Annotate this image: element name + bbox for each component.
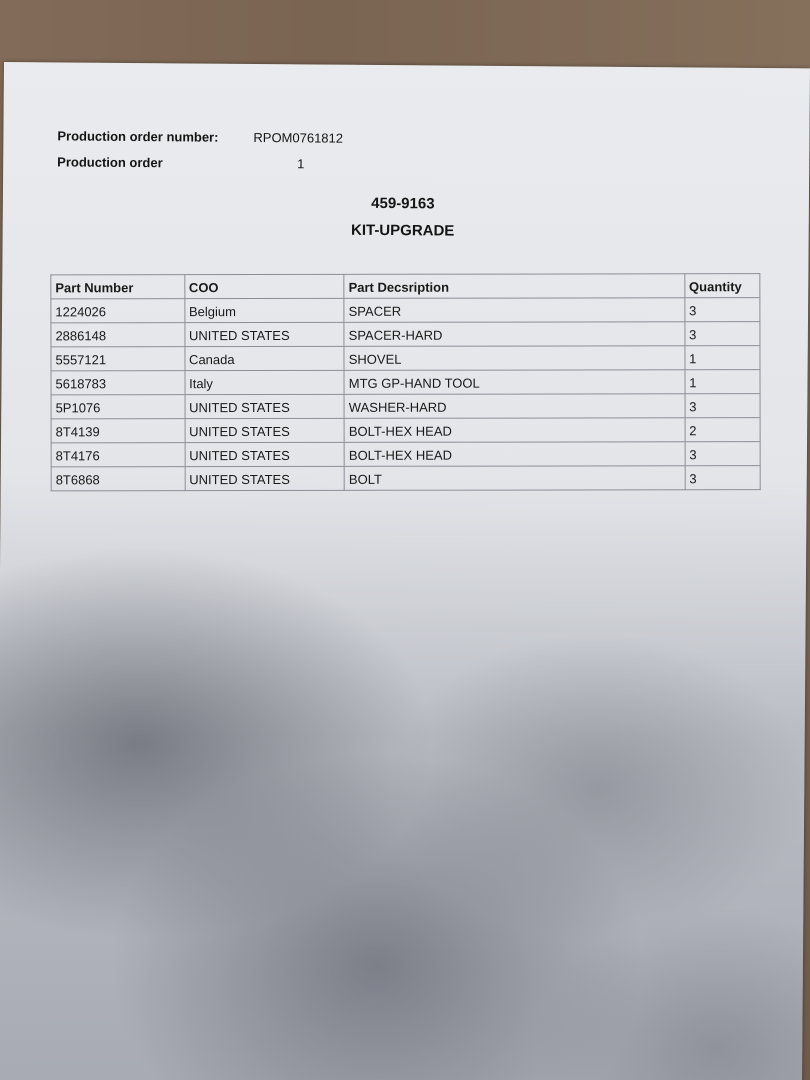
coo-cell: Belgium [184, 298, 344, 322]
part-number-cell: 8T6868 [51, 467, 185, 491]
table-row [51, 418, 760, 443]
column-header-quantity: Quantity [685, 274, 760, 298]
coo-cell: UNITED STATES [185, 466, 345, 490]
kit-name: KIT-UPGRADE [350, 221, 455, 240]
part-number-cell: 5557121 [51, 347, 185, 371]
kit-number: 459-9163 [371, 194, 435, 213]
description-cell: WASHER-HARD [344, 394, 684, 419]
quantity-cell: 3 [685, 298, 760, 322]
coo-cell: UNITED STATES [184, 322, 344, 346]
parts-table [50, 273, 760, 491]
table-row [51, 466, 760, 491]
column-header-coo: COO [184, 274, 344, 298]
coo-cell: UNITED STATES [185, 394, 345, 418]
description-cell: SHOVEL [344, 346, 684, 371]
description-cell: BOLT-HEX HEAD [344, 442, 684, 467]
coo-cell: Canada [185, 346, 345, 370]
table-row [51, 346, 760, 371]
description-cell: SPACER-HARD [344, 322, 684, 347]
quantity-cell: 3 [685, 442, 760, 466]
table-row [51, 442, 760, 467]
description-cell: BOLT-HEX HEAD [344, 418, 684, 443]
quantity-cell: 2 [685, 418, 760, 442]
column-header-part-description: Part Decsription [344, 274, 684, 299]
part-number-cell: 2886148 [51, 323, 185, 347]
quantity-cell: 3 [685, 466, 760, 490]
order-number-label: Production order number: [57, 128, 219, 145]
description-cell: SPACER [344, 298, 684, 323]
description-cell: BOLT [344, 466, 684, 491]
coo-cell: UNITED STATES [185, 442, 345, 466]
quantity-cell: 3 [685, 322, 760, 346]
table-row [51, 298, 760, 323]
document-sheet [0, 62, 810, 1080]
quantity-cell: 1 [685, 370, 760, 394]
part-number-cell: 5618783 [51, 371, 185, 395]
part-number-cell: 8T4176 [51, 443, 185, 467]
part-number-cell: 5P1076 [51, 395, 185, 419]
table-row [51, 394, 760, 419]
table-row [51, 322, 760, 347]
coo-cell: Italy [185, 370, 345, 394]
quantity-cell: 1 [685, 346, 760, 370]
production-order-label: Production order [57, 154, 163, 171]
column-header-part-number: Part Number [51, 275, 185, 299]
quantity-cell: 3 [685, 394, 760, 418]
table-header-row [51, 274, 760, 299]
order-number-value: RPOM0761812 [253, 129, 344, 146]
production-order-value: 1 [297, 156, 305, 172]
coo-cell: UNITED STATES [185, 418, 345, 442]
part-number-cell: 8T4139 [51, 419, 185, 443]
part-number-cell: 1224026 [51, 299, 185, 323]
description-cell: MTG GP-HAND TOOL [344, 370, 684, 395]
table-row [51, 370, 760, 395]
